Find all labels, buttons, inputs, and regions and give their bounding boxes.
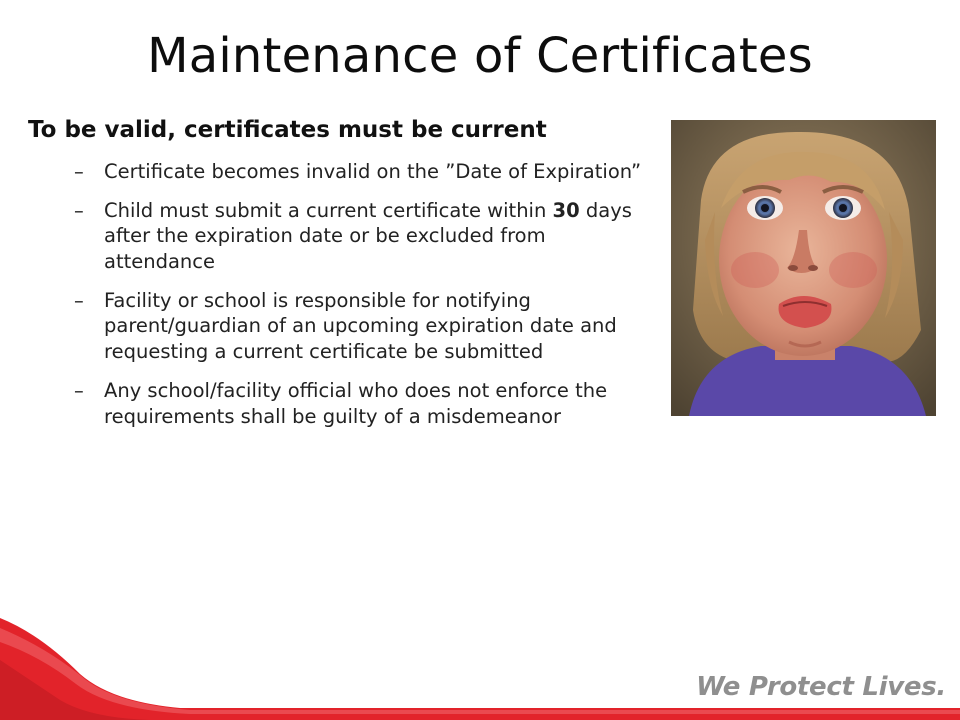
- bullet-dash: –: [74, 199, 84, 223]
- bullet-text: Facility or school is responsible for notifying parent/guardian of an upcoming expiration date and requesting a current certificate be submitted: [104, 289, 617, 363]
- bullet-item: [28, 378, 658, 429]
- bullet-text-before: Child must submit a current certificate within: [104, 199, 553, 223]
- bullet-item: [28, 288, 658, 364]
- footer-tagline: We Protect Lives.: [696, 672, 946, 702]
- bullet-dash: –: [74, 289, 84, 313]
- bullet-dash: –: [74, 379, 84, 403]
- bullet-list: [28, 159, 658, 429]
- slide-title: Maintenance of Certificates: [147, 28, 813, 84]
- bullet-dash: –: [74, 159, 84, 183]
- crying-child-photo: [671, 120, 936, 416]
- footer-swoosh: [0, 600, 960, 720]
- bullet-text-after: days after the expiration date or be excluded from attendance: [104, 199, 632, 273]
- lead-statement: To be valid, certificates must be current: [28, 117, 547, 143]
- slide-content: [28, 116, 658, 443]
- bullet-item: [28, 159, 658, 184]
- bullet-text: Any school/facility official who does not enforce the requirements shall be guilty of a misdemeanor: [104, 379, 608, 428]
- bullet-text: Certificate becomes invalid on the ”Date of Expiration”: [104, 159, 642, 183]
- bullet-item: [28, 198, 658, 274]
- bullet-text-bold: 30: [552, 199, 580, 223]
